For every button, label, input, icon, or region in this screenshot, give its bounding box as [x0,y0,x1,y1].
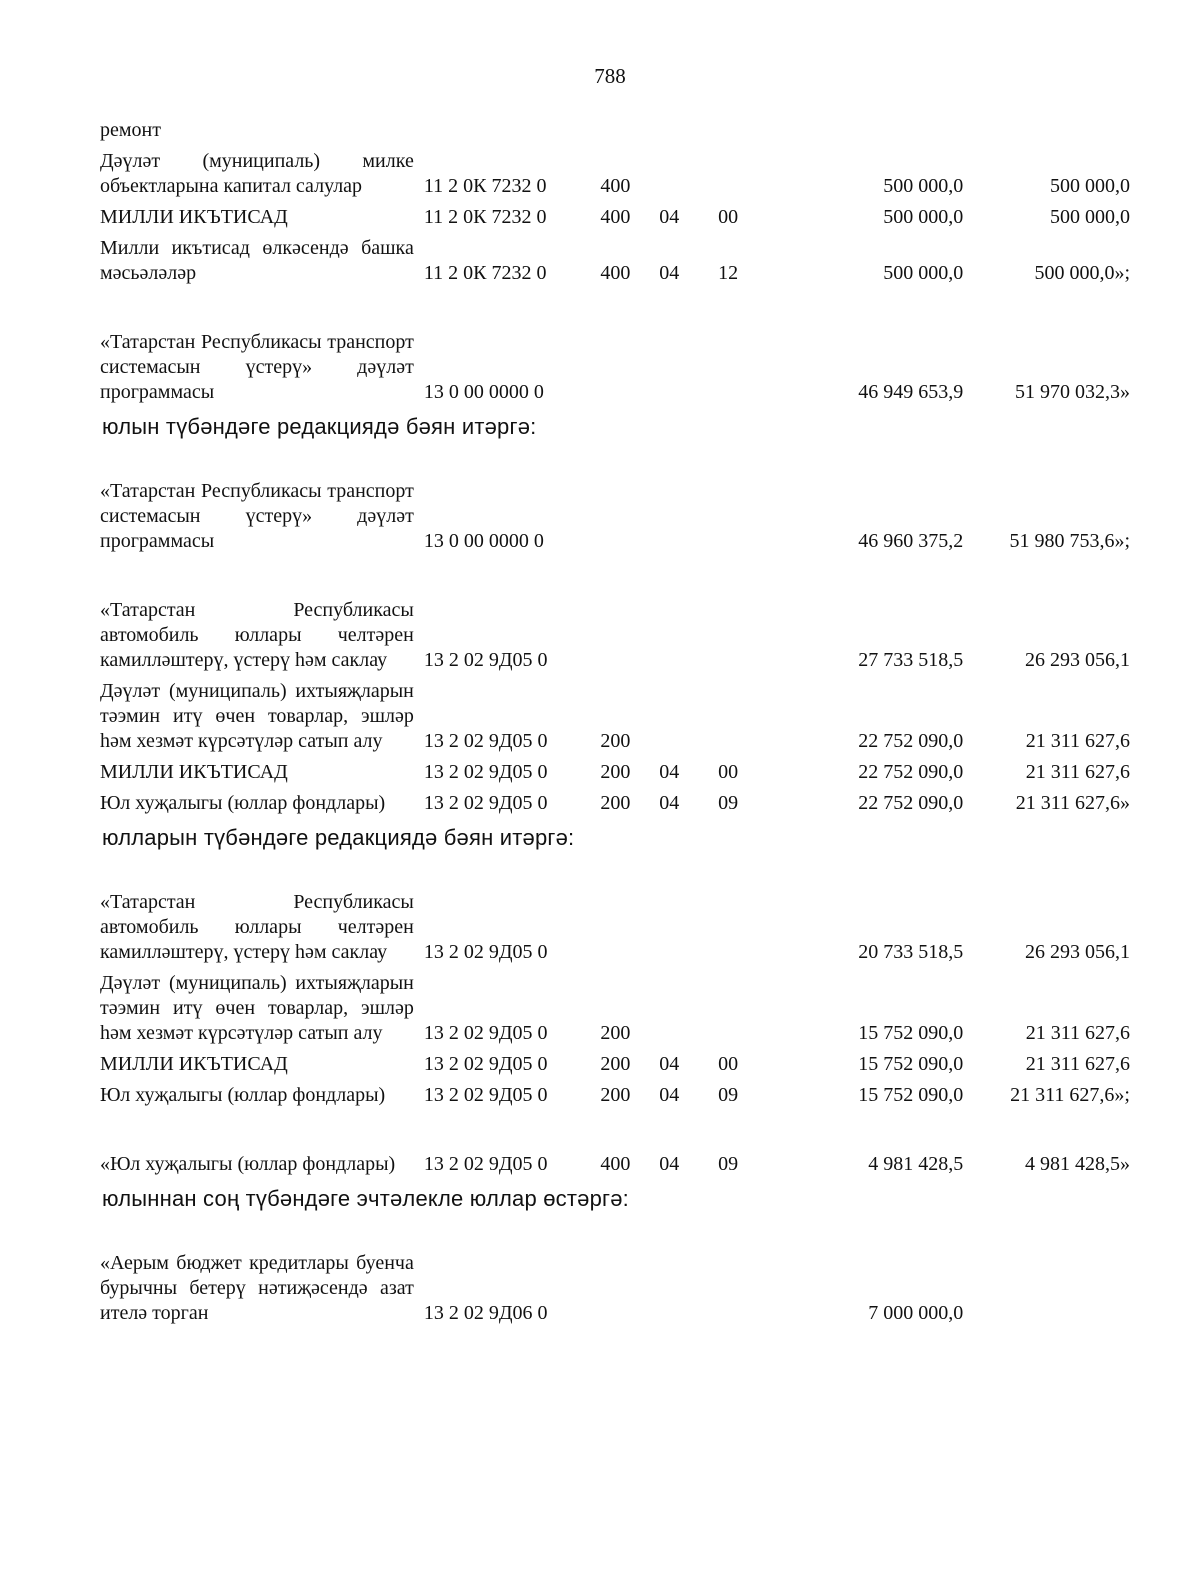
amount-year-1: 500 000,0 [883,175,964,197]
table-row [100,236,1130,286]
amount-year-1: 500 000,0 [883,206,964,228]
row-label: Милли икътисад өлкәсендә башка мәсьәләләр [100,237,414,284]
table-row [100,118,1130,143]
row-label: МИЛЛИ ИКЪТИСАД [100,761,288,783]
subsection-code: 00 [718,761,739,783]
subsection-code: 12 [718,262,739,284]
table-row [100,679,1130,754]
row-label: «Татарстан Республикасы транспорт системасын үстерү» дәүләт программасы [100,331,414,403]
amount-year-1: 15 752 090,0 [858,1022,964,1044]
table-row [100,1083,1130,1108]
amount-year-1: 15 752 090,0 [858,1053,964,1075]
amount-year-1: 46 949 653,9 [858,381,964,403]
table-row [100,598,1130,673]
expense-group: 200 [600,1053,631,1075]
program-code: 13 2 02 9Д05 0 [423,1153,548,1175]
table-block [100,118,1130,286]
table-row [100,205,1130,230]
program-code: 13 2 02 9Д05 0 [423,941,548,963]
section-code: 04 [659,1053,680,1075]
amount-year-2: 21 311 627,6»; [1010,1084,1130,1106]
amount-year-1: 15 752 090,0 [858,1084,964,1106]
table-block [100,598,1130,816]
expense-group: 200 [600,761,631,783]
page-number: 788 [594,64,626,88]
program-code: 13 0 00 0000 0 [423,530,544,552]
amount-year-2: 21 311 627,6 [1025,1022,1130,1044]
row-label: МИЛЛИ ИКЪТИСАД [100,206,288,228]
amount-year-1: 22 752 090,0 [858,792,964,814]
program-code: 11 2 0К 7232 0 [423,206,547,228]
row-label: «Татарстан Республикасы автомобиль юллары челтәрен камилләштерү, үстерү һәм саклау [100,599,414,671]
expense-group: 200 [600,792,631,814]
amount-year-2: 4 981 428,5» [1025,1153,1130,1175]
row-label: «Аерым бюджет кредитлары буенча бурычны бетерү нәтиҗәсендә азат ителә торган [100,1252,414,1324]
edit-instruction: юлыннан соң түбәндәге эчтәлекле юллар өстәргә: [102,1186,629,1211]
amount-year-1: 20 733 518,5 [858,941,964,963]
table-row [100,890,1130,965]
subsection-code: 00 [718,206,739,228]
amount-year-1: 4 981 428,5 [868,1153,964,1175]
amount-year-2: 21 311 627,6 [1025,730,1130,752]
edit-instruction: юлларын түбәндәге редакциядә бәян итәргә: [102,825,575,850]
row-label: ремонт [100,119,161,141]
amount-year-2: 51 970 032,3» [1015,381,1130,403]
amount-year-2: 26 293 056,1 [1025,941,1130,963]
program-code: 13 2 02 9Д05 0 [423,1084,548,1106]
amount-year-2: 500 000,0 [1050,206,1130,228]
program-code: 13 2 02 9Д05 0 [423,1022,548,1044]
budget-table [100,118,1130,1370]
amount-year-1: 7 000 000,0 [868,1302,964,1324]
expense-group: 400 [600,206,631,228]
table-row [100,479,1130,554]
program-code: 11 2 0К 7232 0 [423,262,547,284]
table-block [100,479,1130,554]
subsection-code: 09 [718,792,739,814]
row-label: МИЛЛИ ИКЪТИСАД [100,1053,288,1075]
row-label: Дәүләт (муниципаль) милке объектларына капитал салулар [100,150,414,197]
expense-group: 400 [600,175,631,197]
expense-group: 400 [600,1153,631,1175]
section-code: 04 [659,1153,680,1175]
program-code: 13 2 02 9Д05 0 [423,1053,548,1075]
row-label: Дәүләт (муниципаль) ихтыяҗларын тәэмин итү өчен товарлар, эшләр һәм хезмәт күрсәтүләр сатып алу [100,972,414,1044]
row-label: Дәүләт (муниципаль) ихтыяҗларын тәэмин итү өчен товарлар, эшләр һәм хезмәт күрсәтүләр сатып алу [100,680,414,752]
program-code: 13 2 02 9Д06 0 [423,1302,548,1324]
table-row [100,149,1130,199]
program-code: 13 2 02 9Д05 0 [423,761,548,783]
amount-year-2: 51 980 753,6»; [1009,530,1130,552]
program-code: 13 2 02 9Д05 0 [423,792,548,814]
section-code: 04 [659,761,680,783]
expense-group: 200 [600,1084,631,1106]
amount-year-1: 27 733 518,5 [858,649,964,671]
amount-year-2: 26 293 056,1 [1025,649,1130,671]
table-row [100,1052,1130,1077]
subsection-code: 09 [718,1153,739,1175]
table-block [100,890,1130,1108]
table-row [100,760,1130,785]
row-label: Юл хуҗалыгы (юллар фондлары) [100,792,386,814]
table-row [100,1251,1130,1326]
table-row [100,1152,1130,1177]
amount-year-2: 21 311 627,6» [1015,792,1130,814]
program-code: 11 2 0К 7232 0 [423,175,547,197]
table-block [100,330,1130,405]
section-code: 04 [659,262,680,284]
row-label: «Татарстан Республикасы транспорт системасын үстерү» дәүләт программасы [100,480,414,552]
amount-year-1: 500 000,0 [883,262,964,284]
amount-year-1: 46 960 375,2 [858,530,964,552]
amount-year-2: 21 311 627,6 [1025,1053,1130,1075]
amount-year-1: 22 752 090,0 [858,761,964,783]
table-row [100,971,1130,1046]
edit-instruction: юлын түбәндәге редакциядә бәян итәргә: [102,414,537,439]
row-label: «Татарстан Республикасы автомобиль юллары челтәрен камилләштерү, үстерү һәм саклау [100,891,414,963]
amount-year-2: 21 311 627,6 [1025,761,1130,783]
amount-year-2: 500 000,0 [1050,175,1130,197]
program-code: 13 2 02 9Д05 0 [423,730,548,752]
section-code: 04 [659,792,680,814]
expense-group: 200 [600,1022,631,1044]
program-code: 13 0 00 0000 0 [423,381,544,403]
subsection-code: 00 [718,1053,739,1075]
subsection-code: 09 [718,1084,739,1106]
expense-group: 400 [600,262,631,284]
row-label: Юл хуҗалыгы (юллар фондлары) [100,1084,386,1106]
table-row [100,330,1130,405]
table-row [100,791,1130,816]
row-label: «Юл хуҗалыгы (юллар фондлары) [100,1153,396,1175]
section-code: 04 [659,206,680,228]
amount-year-2: 500 000,0»; [1034,262,1130,284]
program-code: 13 2 02 9Д05 0 [423,649,548,671]
table-block [100,1251,1130,1326]
section-code: 04 [659,1084,680,1106]
table-block [100,1152,1130,1177]
expense-group: 200 [600,730,631,752]
amount-year-1: 22 752 090,0 [858,730,964,752]
